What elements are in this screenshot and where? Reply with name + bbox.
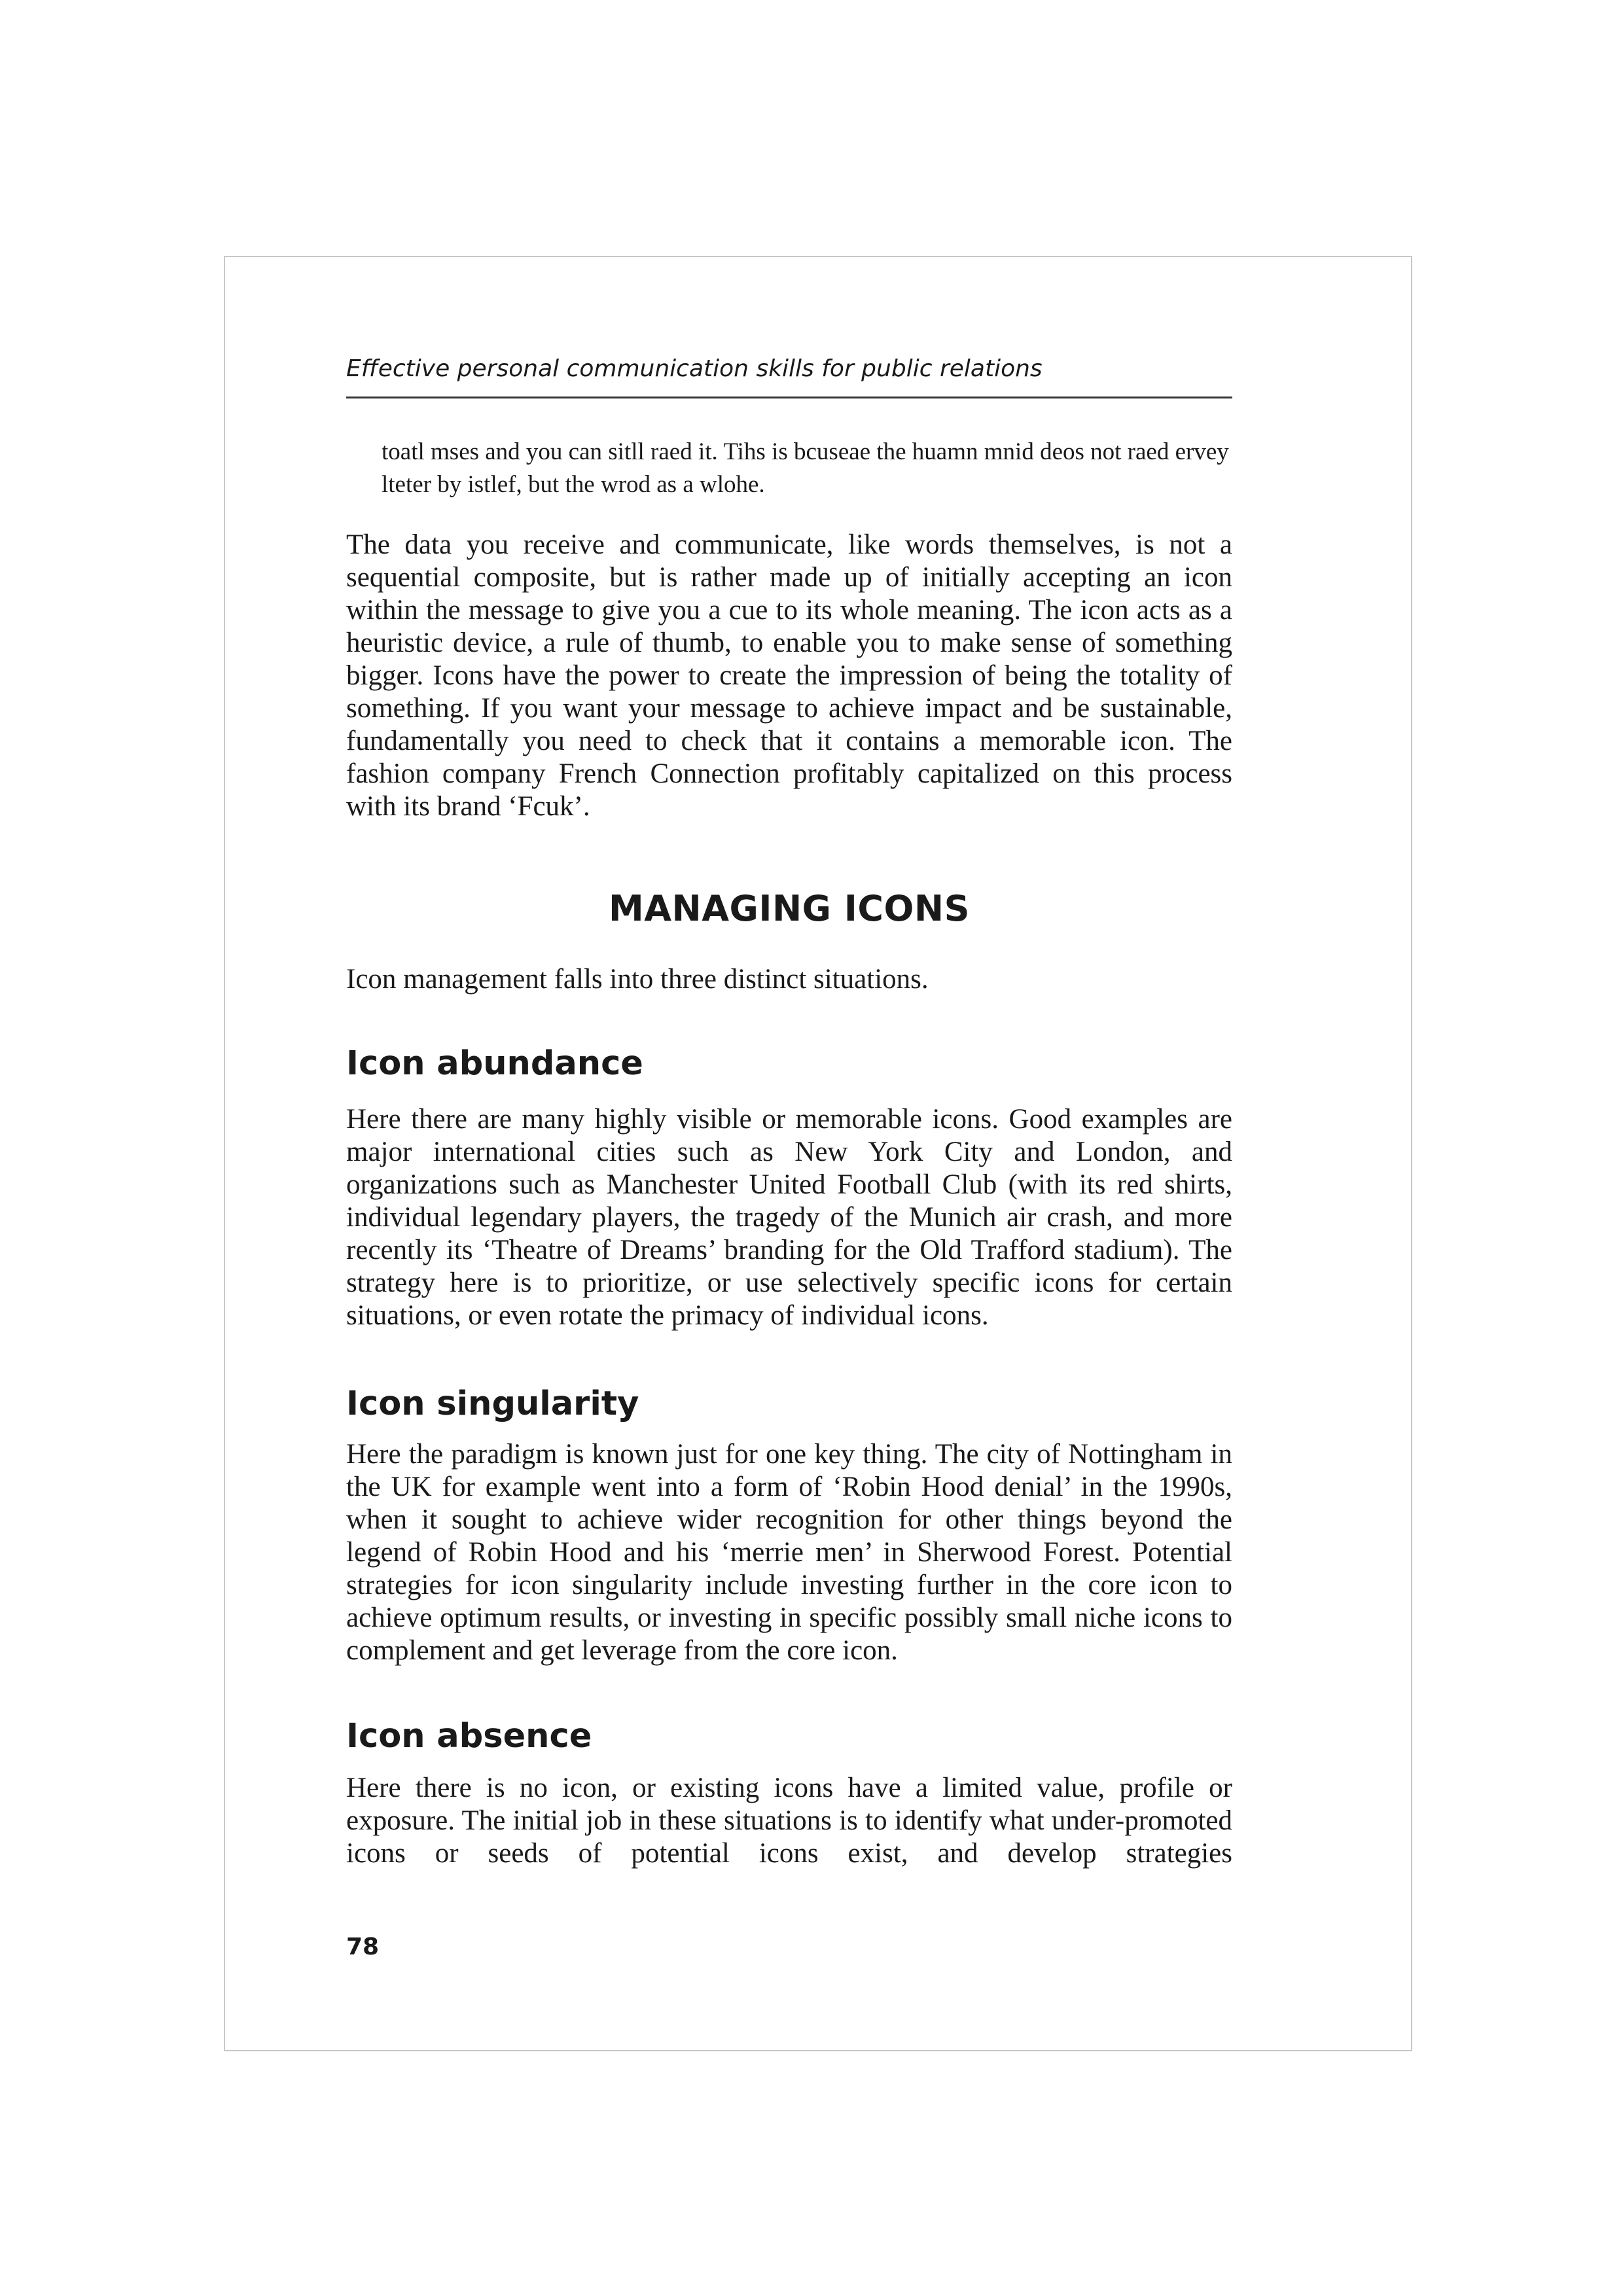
- subsection-body-absence: Here there is no icon, or existing icons have a limited value, profile or exposure. The initial job in these situations is to identify what under-promoted icons or seeds of potential icons exist, and develop strategies: [346, 1773, 1232, 1869]
- subsection-body-absence-block: [346, 1772, 1232, 1870]
- section-lead: Icon management falls into three distinct situations.: [346, 964, 929, 995]
- subsection-body-abundance-block: [346, 1103, 1232, 1332]
- page-number: 78: [346, 1934, 380, 1960]
- subsection-body-abundance: Here there are many highly visible or memorable icons. Good examples are major international cities such as New York City and London, and organizations such as Manchester United Football Club (with its red shirts, individual legendary players, the tragedy of the Munich air crash, and more recently its ‘Theatre of Dreams’ branding for the Old Trafford stadium). The strategy here is to prioritize, or use selectively specific icons for certain situations, or even rotate the primacy of individual icons.: [346, 1104, 1232, 1331]
- running-head: Effective personal communication skills for public relations: [346, 355, 1043, 382]
- subsection-body-singularity: Here the paradigm is known just for one key thing. The city of Nottingham in the UK for example went into a form of ‘Robin Hood denial’ in the 1990s, when it sought to achieve wider recognition for other things beyond the legend of Robin Hood and his ‘merrie men’ in Sherwood Forest. Potential strategies for icon singularity include investing further in the core icon to achieve optimum results, or investing in specific possibly small niche icons to complement and get leverage from the core icon.: [346, 1439, 1232, 1666]
- section-title: MANAGING ICONS: [609, 888, 970, 929]
- block-quote: toatl mses and you can sitll raed it. Tihs is bcuseae the huamn mnid deos not raed ervey lteter by istlef, but the wrod as a wlohe.: [382, 438, 1229, 498]
- subsection-body-singularity-block: [346, 1438, 1232, 1667]
- intro-paragraph-block: [346, 529, 1232, 823]
- subsection-heading-singularity: Icon singularity: [346, 1385, 639, 1423]
- subsection-heading-absence: Icon absence: [346, 1717, 592, 1756]
- section-lead-block: [346, 963, 1232, 996]
- subsection-heading-abundance: Icon abundance: [346, 1044, 643, 1083]
- header-rule: [346, 397, 1232, 398]
- intro-paragraph: The data you receive and communicate, like words themselves, is not a sequential composite, but is rather made up of initially accepting an icon within the message to give you a cue to its whole meaning. The icon acts as a heuristic device, a rule of thumb, to enable you to make sense of something bigger. Icons have the power to create the impression of being the totality of something. If you want your message to achieve impact and be sustainable, fundamentally you need to check that it contains a memorable icon. The fashion company French Connection profitably capitalized on this process with its brand ‘Fcuk’.: [346, 529, 1232, 822]
